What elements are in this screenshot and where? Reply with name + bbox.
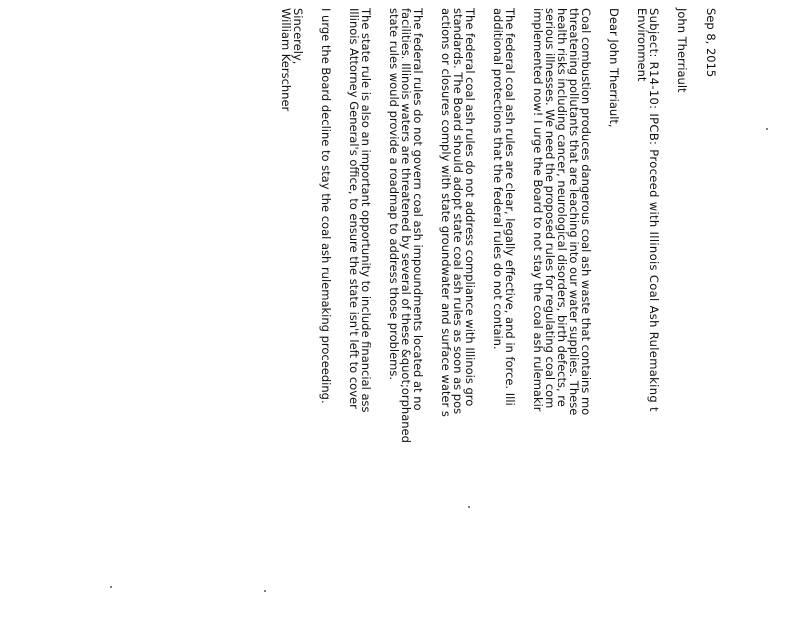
closing-request: I urge the Board decline to stay the coal ash rulemaking proceeding. bbox=[319, 8, 333, 404]
paragraph-line: The federal coal ash rules do not address compliance with Illinois gro bbox=[463, 8, 477, 407]
paragraph-line: state rules would provide a roadmap to address those problems. bbox=[387, 8, 401, 381]
paragraph-line: Illinois Attorney General's office, to ensure the state isn't left to cover bbox=[347, 8, 361, 409]
letter-recipient: John Therriault bbox=[675, 8, 689, 93]
paragraph-line: health risks including cancer, neurological disorders, birth defects, re bbox=[555, 8, 569, 407]
letter-subject: Subject: R14-10: IPCB: Proceed with Illinois Coal Ash Rulemaking t bbox=[647, 8, 661, 412]
scan-speck bbox=[766, 128, 768, 130]
paragraph-line: The state rule is also an important opportunity to include financial ass bbox=[359, 8, 373, 413]
letter-body bbox=[280, 8, 730, 618]
paragraph-line: standards. The Board should adopt state coal ash rules as soon as pos bbox=[451, 8, 465, 415]
paragraph-line: The federal coal ash rules are clear, legally effective, and in force. Illi bbox=[503, 8, 517, 406]
paragraph-line: threatening pollutants that are leaching into our water supplies. These bbox=[567, 8, 581, 416]
letter-signature: William Kerschner bbox=[279, 8, 293, 112]
paragraph-line: additional protections that the federal rules do not contain. bbox=[491, 8, 505, 350]
paragraph-line: Coal combustion produces dangerous coal ash waste that contains mo bbox=[579, 8, 593, 416]
paragraph-line: implemented now! I urge the Board to not stay the coal ash rulemakir bbox=[531, 8, 545, 412]
paragraph-line: The federal rules do not govern coal ash impoundments located at no bbox=[411, 8, 425, 411]
letter-salutation: Dear John Therriault, bbox=[607, 8, 621, 128]
scan-speck bbox=[110, 586, 112, 588]
scan-speck bbox=[468, 506, 470, 508]
letter-closing: Sincerely, bbox=[291, 8, 305, 65]
paragraph-line: actions or closures comply with state groundwater and surface water s bbox=[439, 8, 453, 417]
paragraph-line: facilities. Illinois waters are threatened by several of these &quot;orphaned bbox=[399, 8, 413, 443]
paragraph-line: serious illnesses. We need the proposed rules for regulating coal com bbox=[543, 8, 557, 409]
scan-speck bbox=[264, 590, 266, 592]
letter-date: Sep 8, 2015 bbox=[704, 8, 718, 78]
letter-subject-continued: Environment bbox=[635, 8, 649, 82]
